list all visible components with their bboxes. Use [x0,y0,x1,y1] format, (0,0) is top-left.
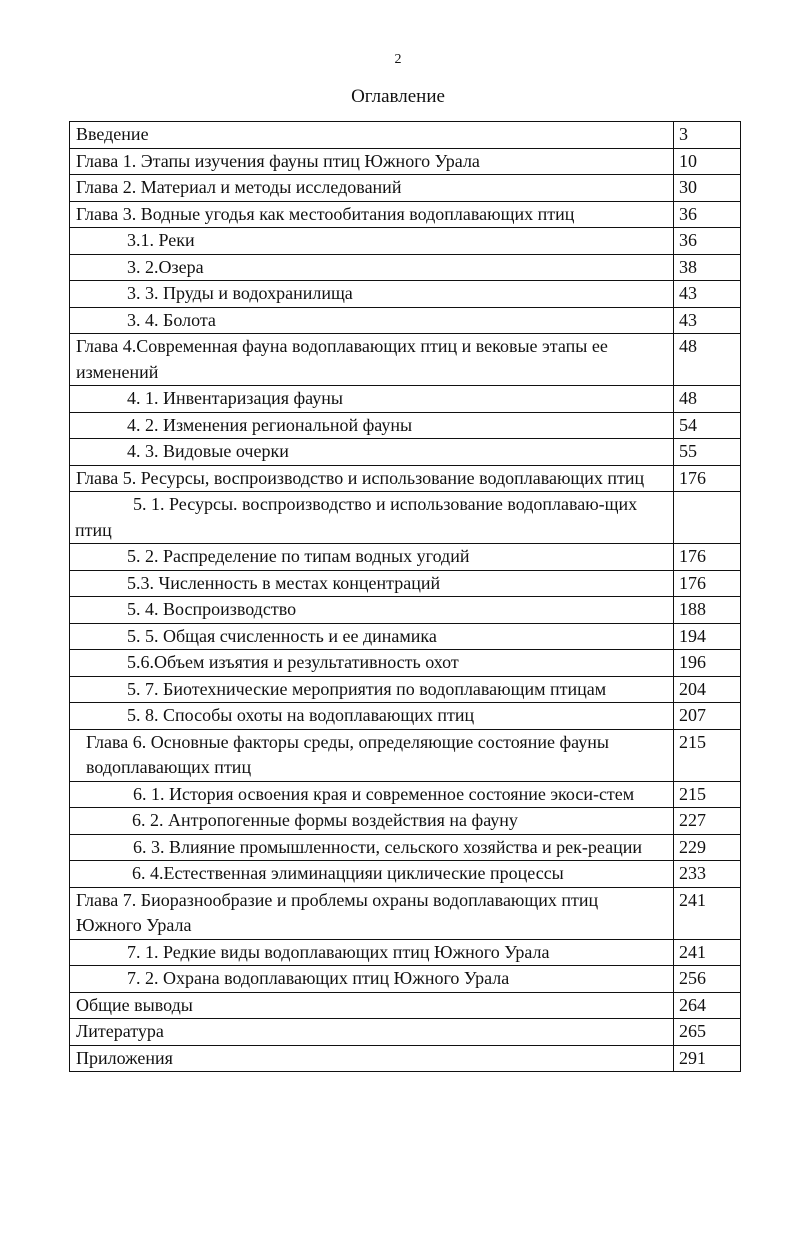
toc-entry-title: 7. 1. Редкие виды водоплавающих птиц Южного Урала [70,939,674,966]
toc-entry-title: 6. 2. Антропогенные формы воздействия на фауну [70,808,674,835]
toc-row [70,1019,741,1046]
toc-row [70,281,741,308]
toc-row [70,570,741,597]
toc-row [70,439,741,466]
toc-entry-page: 256 [674,966,741,993]
toc-entry-title: Глава 6. Основные факторы среды, определяющие состояние фауны водоплавающих птиц [70,729,674,781]
toc-entry-title: 5. 5. Общая счисленность и ее динамика [70,623,674,650]
toc-entry-page: 30 [674,175,741,202]
toc-row [70,966,741,993]
toc-title: Оглавление [351,86,445,107]
toc-table [69,121,741,1072]
toc-entry-title: Глава 5. Ресурсы, воспроизводство и использование водоплавающих птиц [70,465,674,492]
toc-row [70,650,741,677]
toc-row [70,861,741,888]
toc-entry-page: 291 [674,1045,741,1072]
toc-entry-title: Глава 1. Этапы изучения фауны птиц Южного Урала [70,148,674,175]
toc-entry-title: 5. 4. Воспроизводство [70,597,674,624]
toc-entry-title: Литература [70,1019,674,1046]
toc-entry-page: 265 [674,1019,741,1046]
toc-entry-page: 43 [674,307,741,334]
toc-entry-page: 207 [674,703,741,730]
toc-row [70,834,741,861]
toc-entry-page: 264 [674,992,741,1019]
toc-entry-title: Глава 2. Материал и методы исследований [70,175,674,202]
toc-entry-title: Глава 7. Биоразнообразие и проблемы охраны водоплавающих птиц Южного Урала [70,887,674,939]
toc-entry-page: 3 [674,122,741,149]
toc-entry-page: 215 [674,729,741,781]
toc-row [70,808,741,835]
toc-entry-page: 48 [674,334,741,386]
toc-entry-title: 6. 3. Влияние промышленности, сельского хозяйства и рек-реации [70,834,674,861]
toc-entry-page: 10 [674,148,741,175]
toc-entry-title: 5.6.Объем изъятия и результативность охот [70,650,674,677]
toc-row [70,992,741,1019]
toc-row [70,122,741,149]
toc-entry-title: Общие выводы [70,992,674,1019]
toc-entry-page: 48 [674,386,741,413]
toc-row [70,597,741,624]
toc-entry-page: 176 [674,544,741,571]
toc-entry-page: 227 [674,808,741,835]
toc-entry-page: 55 [674,439,741,466]
toc-row [70,703,741,730]
toc-row [70,1045,741,1072]
toc-row [70,676,741,703]
toc-entry-page: 233 [674,861,741,888]
toc-row [70,254,741,281]
toc-row [70,544,741,571]
toc-row [70,334,741,386]
toc-entry-page: 215 [674,781,741,808]
toc-entry-title: Глава 4.Современная фауна водоплавающих птиц и вековые этапы ее изменений [70,334,674,386]
toc-entry-page: 176 [674,465,741,492]
toc-entry-page: 204 [674,676,741,703]
toc-entry-page: 36 [674,228,741,255]
toc-entry-title: 4. 2. Изменения региональной фауны [70,412,674,439]
toc-entry-title: Глава 3. Водные угодья как местообитания водоплавающих птиц [70,201,674,228]
toc-row [70,939,741,966]
toc-entry-page: 176 [674,570,741,597]
toc-row [70,492,741,544]
toc-entry-page: 194 [674,623,741,650]
toc-entry-title: 5. 2. Распределение по типам водных угодий [70,544,674,571]
toc-entry-title: 3. 3. Пруды и водохранилища [70,281,674,308]
toc-entry-title: 4. 3. Видовые очерки [70,439,674,466]
toc-row [70,307,741,334]
toc-entry-title: 5. 8. Способы охоты на водоплавающих птиц [70,703,674,730]
toc-entry-title: Приложения [70,1045,674,1072]
toc-entry-page: 43 [674,281,741,308]
toc-row [70,729,741,781]
toc-entry-title: 5.3. Численность в местах концентраций [70,570,674,597]
toc-row [70,148,741,175]
toc-entry-title: 6. 4.Естественная элиминаццияи циклические процессы [70,861,674,888]
toc-entry-page: 38 [674,254,741,281]
toc-row [70,228,741,255]
page-number: 2 [394,52,402,67]
toc-entry-title: 7. 2. Охрана водоплавающих птиц Южного Урала [70,966,674,993]
toc-entry-title: 5. 1. Ресурсы. воспроизводство и использование водоплаваю-щих птиц [70,492,674,544]
toc-entry-page: 241 [674,887,741,939]
toc-row [70,623,741,650]
toc-entry-title: 5. 7. Биотехнические мероприятия по водоплавающим птицам [70,676,674,703]
toc-entry-page: 241 [674,939,741,966]
toc-entry-page: 188 [674,597,741,624]
toc-entry-page: 229 [674,834,741,861]
toc-entry-page [674,492,741,544]
toc-entry-title: 3. 2.Озера [70,254,674,281]
toc-entry-page: 196 [674,650,741,677]
toc-row [70,201,741,228]
toc-entry-title: 3.1. Реки [70,228,674,255]
toc-row [70,386,741,413]
toc-row [70,412,741,439]
toc-entry-title: 4. 1. Инвентаризация фауны [70,386,674,413]
toc-entry-page: 36 [674,201,741,228]
toc-entry-title: 3. 4. Болота [70,307,674,334]
toc-row [70,175,741,202]
toc-entry-page: 54 [674,412,741,439]
toc-row [70,781,741,808]
toc-row [70,465,741,492]
toc-entry-title: 6. 1. История освоения края и современное состояние экоси-стем [70,781,674,808]
toc-row [70,887,741,939]
toc-entry-title: Введение [70,122,674,149]
